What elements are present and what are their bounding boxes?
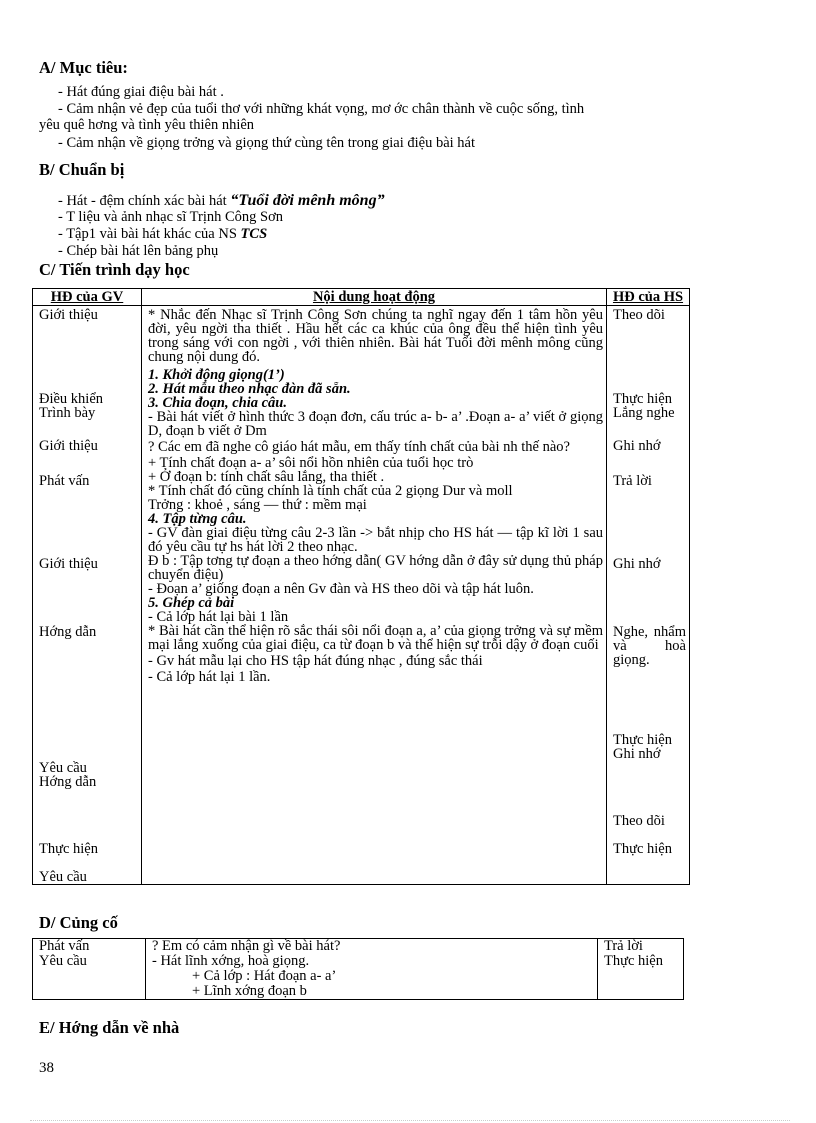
prep-line-2: - T liệu và ảnh nhạc sĩ Trịnh Công Sơn — [58, 209, 284, 225]
hs-activity: Thực hiện — [613, 391, 672, 407]
page-divider — [30, 1120, 790, 1121]
content-structure: - Bài hát viết ở hình thức 3 đoạn đơn, cấu trúc a- b- a’ .Đoạn a- a’ viết ở giọng D, đoạn b viết ở Dm — [148, 409, 603, 439]
content-final: - Cả lớp hát lại 1 lần. — [148, 669, 271, 685]
content-expression: * Bài hát cần thể hiện rõ sắc thái sôi nổi đoạn a, a’ của giọng trởng và sự mềm mại lắng xuống của giai điệu, ca từ đoạn b và thể hiện sự trỗi dậy ở đoạn cuối — [148, 623, 603, 653]
page-number: 38 — [39, 1060, 54, 1076]
hs-activity: Nghe, nhẩm và hoà giọng. — [613, 624, 686, 668]
review-solo-part: + Lĩnh xớng đoạn b — [192, 983, 307, 999]
table-row — [33, 939, 684, 1000]
hs-activity: Thực hiện — [613, 841, 672, 857]
gv-column — [33, 306, 142, 885]
gv-activity: Giới thiệu — [39, 307, 98, 323]
gv-activity: Phát vấn — [39, 473, 90, 489]
review-table — [32, 938, 684, 1000]
step-phrases: 4. Tập từng câu. — [148, 511, 247, 527]
hs-activity: Ghi nhớ — [613, 438, 661, 454]
content-demo: - Gv hát mẫu lại cho HS tập hát đúng nhạc , đúng sắc thái — [148, 653, 483, 669]
lesson-process-table — [32, 288, 690, 885]
content-section-a2: - Đoạn a’ giống đoạn a nên Gv đàn và HS theo dõi và tập hát luôn. — [148, 581, 534, 597]
objective-line-3: yêu quê hơng và tình yêu thiên nhiên — [39, 117, 255, 133]
section-b-title: B/ Chuẩn bị — [39, 160, 125, 179]
content-column — [142, 306, 607, 885]
review-hs-column — [598, 939, 684, 1000]
step-combine: 5. Ghép cả bài — [148, 595, 235, 611]
section-c-title: C/ Tiến trình dạy học — [39, 260, 190, 279]
content-character-b: + Ở đoạn b: tính chất sâu lắng, tha thiết . — [148, 469, 385, 485]
hs-activity: Ghi nhớ — [613, 746, 661, 762]
content-teaching: - GV đàn giai điệu từng câu 2-3 lần -> bắt nhịp cho HS hát — tập kĩ lời 1 sau đó yêu cầu tự hs hát lời 2 theo nhạc. — [148, 525, 603, 555]
review-class-part: + Cả lớp : Hát đoạn a- a’ — [192, 968, 337, 984]
tcs-abbrev: TCS — [240, 226, 268, 242]
prep-line-1 — [58, 193, 385, 209]
gv-activity: Hớng dẫn — [39, 624, 97, 640]
hs-activity: Theo dõi — [613, 813, 665, 829]
objective-line-1: - Hát đúng giai điệu bài hát . — [58, 84, 224, 100]
review-instruction: - Hát lĩnh xớng, hoà giọng. — [152, 953, 310, 969]
song-title: “Tuổi đời mênh mông” — [230, 192, 385, 209]
gv-activity: Hớng dẫn — [39, 774, 97, 790]
content-character-a: + Tính chất đoạn a- a’ sôi nổi hồn nhiên của tuổi học trò — [148, 455, 474, 471]
objective-line-2: - Cảm nhận vẻ đẹp của tuổi thơ với những khát vọng, mơ ớc chân thành về cuộc sống, tình — [58, 101, 585, 117]
hs-column — [607, 306, 690, 885]
table-header-row — [33, 289, 690, 306]
prep-line-1-text: - Hát - đệm chính xác bài hát — [58, 193, 231, 209]
review-content-column — [146, 939, 598, 1000]
objective-line-4: - Cảm nhận về giọng trởng và giọng thứ cùng tên trong giai điệu bài hát — [58, 135, 476, 151]
section-d-title: D/ Củng cố — [39, 913, 118, 932]
content-intro: * Nhắc đến Nhạc sĩ Trịnh Công Sơn chúng ta nghĩ ngay đến 1 tâm hồn yêu đời, yêu ngời tha thiết . Hầu hết các ca khúc của ông đều thể hiện tình yêu trong sáng với con ngời , với thiên nhiên. Bài hát Tuổi đời mênh mông cũng chung nội dung đó. — [148, 307, 603, 365]
content-dur-moll: * Tính chất đó cũng chính là tính chất của 2 giọng Dur và moll — [148, 483, 513, 499]
hs-activity: Ghi nhớ — [613, 556, 661, 572]
gv-activity: Phát vấn — [39, 938, 90, 954]
gv-activity: Trình bày — [39, 405, 96, 421]
section-e-title: E/ Hớng dẫn về nhà — [39, 1018, 180, 1037]
hs-activity: Theo dõi — [613, 307, 665, 323]
step-sections: 3. Chia đoạn, chia câu. — [148, 395, 287, 411]
gv-activity: Giới thiệu — [39, 438, 98, 454]
gv-activity: Giới thiệu — [39, 556, 98, 572]
content-section-b: Đ b : Tập tơng tự đoạn a theo hớng dẫn( GV hớng dẫn ở đây sử dụng thủ pháp chuyển điệu) — [148, 553, 603, 583]
table-row — [33, 306, 690, 885]
section-a-title: A/ Mục tiêu: — [39, 58, 128, 77]
header-content: Nội dung hoạt động — [142, 289, 607, 306]
step-warmup: 1. Khởi động giọng(1’) — [148, 367, 285, 383]
header-hs: HĐ của HS — [607, 289, 690, 306]
review-question: ? Em có cảm nhận gì về bài hát? — [152, 938, 341, 954]
content-major-minor: Trởng : khoẻ , sáng — thứ : mềm mại — [148, 497, 367, 513]
prep-line-4: - Chép bài hát lên bảng phụ — [58, 243, 219, 259]
gv-activity: Điều khiển — [39, 391, 104, 407]
header-gv: HĐ của GV — [33, 289, 142, 306]
gv-activity: Thực hiện — [39, 841, 98, 857]
step-sample: 2. Hát mẫu theo nhạc đàn đã sẵn. — [148, 381, 351, 397]
content-sing-once: - Cả lớp hát lại bài 1 lần — [148, 609, 289, 625]
hs-activity: Lắng nghe — [613, 405, 675, 421]
hs-activity: Trả lời — [604, 938, 643, 954]
review-gv-column — [33, 939, 146, 1000]
gv-activity: Yêu cầu — [39, 953, 87, 969]
hs-activity: Thực hiện — [604, 953, 663, 969]
prep-line-3 — [58, 227, 267, 242]
hs-activity: Thực hiện — [613, 732, 672, 748]
gv-activity: Yêu cầu — [39, 760, 87, 776]
prep-line-3-text: - Tập1 vài bài hát khác của NS — [58, 226, 241, 242]
gv-activity: Yêu cầu — [39, 869, 87, 885]
hs-activity: Trả lời — [613, 473, 652, 489]
content-question: ? Các em đã nghe cô giáo hát mẫu, em thấy tính chất của bài nh thế nào? — [148, 439, 570, 455]
